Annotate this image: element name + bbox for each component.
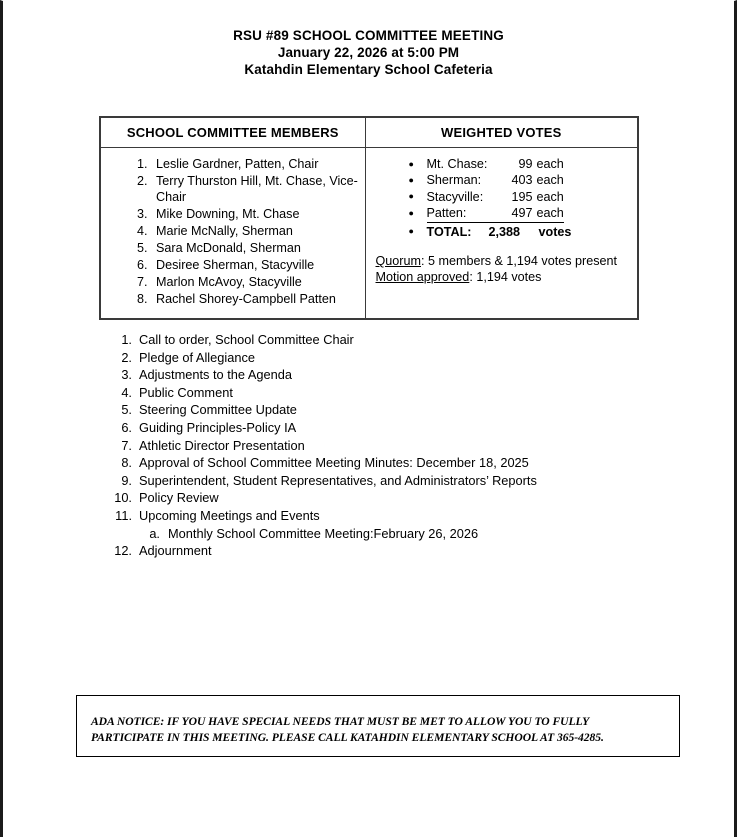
agenda-item xyxy=(106,331,646,349)
weighted-vote-item xyxy=(409,156,632,172)
agenda-list xyxy=(106,331,646,560)
meeting-location: Katahdin Elementary School Cafeteria xyxy=(244,62,493,77)
agenda-item xyxy=(106,419,646,437)
table-body-row xyxy=(100,148,638,319)
vote-town-name: Mt. Chase: xyxy=(426,157,488,171)
agenda-sub-item xyxy=(106,525,646,543)
agenda-item-number: 7. xyxy=(121,437,132,453)
vote-town-name: Patten: xyxy=(426,206,467,221)
table-header-row xyxy=(100,117,638,148)
agenda-item xyxy=(106,542,646,560)
agenda-item-text: Guiding Principles-Policy IA xyxy=(139,419,297,435)
agenda-item-number: a. xyxy=(149,525,160,541)
ada-notice-box xyxy=(76,695,680,757)
agenda-item-text: Upcoming Meetings and Events xyxy=(139,507,320,523)
vote-town-name: Sherman: xyxy=(426,173,482,188)
weighted-vote-item xyxy=(409,205,632,222)
agenda-item xyxy=(106,437,646,455)
vote-unit: each xyxy=(536,189,564,204)
committee-member-item: 3. Mike Downing, Mt. Chase xyxy=(151,206,359,222)
agenda-item xyxy=(106,366,646,384)
agenda-item-text: Superintendent, Student Representatives, and Administrators’ Reports xyxy=(139,472,537,488)
committee-member-item: 8. Rachel Shorey-Campbell Patten xyxy=(151,291,359,307)
agenda-item-text: Adjournment xyxy=(139,543,212,559)
meeting-title: RSU #89 SCHOOL COMMITTEE MEETING xyxy=(233,28,504,43)
agenda-item-number: 2. xyxy=(121,349,132,365)
quorum-line xyxy=(376,253,632,269)
agenda-item xyxy=(106,454,646,472)
members-cell xyxy=(100,148,365,319)
weighted-votes-list xyxy=(372,156,632,240)
agenda-item-number: 11. xyxy=(115,507,132,523)
agenda-item-number: 6. xyxy=(121,419,132,435)
motion-label: Motion approved xyxy=(375,270,470,285)
weighted-vote-total xyxy=(409,224,632,240)
ada-notice-line-2: PARTICIPATE IN THIS MEETING. PLEASE CALL KATAHDIN ELEMENTARY SCHOOL AT 365-4285. xyxy=(91,730,604,744)
agenda-item-text: Public Comment xyxy=(139,384,233,400)
agenda-item xyxy=(106,472,646,490)
vote-row xyxy=(427,190,564,204)
committee-info-table xyxy=(99,116,639,320)
ada-notice-line-1: ADA NOTICE: IF YOU HAVE SPECIAL NEEDS THAT MUST BE MET TO ALLOW YOU TO FULLY xyxy=(91,715,590,728)
agenda-item-text: Adjustments to the Agenda xyxy=(139,367,292,383)
agenda-item-number: 10. xyxy=(114,490,132,506)
agenda-item xyxy=(106,507,646,525)
committee-member-item: 6. Desiree Sherman, Stacyville xyxy=(151,257,359,273)
vote-town-name: Stacyville: xyxy=(426,189,484,204)
motion-value: : 1,194 votes xyxy=(469,270,542,285)
agenda-item-number: 12. xyxy=(114,543,132,559)
agenda-item-text: Approval of School Committee Meeting Minutes: December 18, 2025 xyxy=(139,455,529,471)
ada-notice-text xyxy=(77,696,679,745)
weighted-vote-item xyxy=(409,189,632,205)
committee-member-item: 5. Sara McDonald, Sherman xyxy=(151,240,359,256)
vote-row xyxy=(427,157,564,171)
vote-unit: each xyxy=(536,173,564,188)
vote-unit: each xyxy=(536,157,564,171)
agenda-item-number: 3. xyxy=(121,367,132,383)
quorum-block xyxy=(376,253,632,286)
agenda-item xyxy=(106,401,646,419)
agenda-item-text: Call to order, School Committee Chair xyxy=(139,332,354,347)
agenda-item-number: 9. xyxy=(121,472,132,488)
agenda-item xyxy=(106,384,646,402)
votes-cell xyxy=(365,148,638,319)
vote-count: 195 xyxy=(511,189,533,204)
votes-column-header: WEIGHTED VOTES xyxy=(365,117,638,148)
agenda-item-number: 4. xyxy=(121,384,132,400)
vote-total-count: 2,388 xyxy=(488,224,521,239)
motion-line xyxy=(376,269,632,285)
meeting-datetime: January 22, 2026 at 5:00 PM xyxy=(277,45,460,60)
committee-member-item: 4. Marie McNally, Sherman xyxy=(151,223,359,239)
members-column-header: SCHOOL COMMITTEE MEMBERS xyxy=(100,117,365,148)
agenda-item xyxy=(106,489,646,507)
agenda-item xyxy=(106,349,646,367)
weighted-vote-item xyxy=(409,172,632,188)
vote-row xyxy=(427,205,564,222)
agenda-item-text: Athletic Director Presentation xyxy=(139,437,305,453)
agenda-item-number: 1. xyxy=(121,332,132,347)
vote-count: 403 xyxy=(511,173,533,188)
document-header xyxy=(3,1,734,78)
committee-member-item: 7. Marlon McAvoy, Stacyville xyxy=(151,274,359,290)
quorum-value: : 5 members & 1,194 votes present xyxy=(421,254,618,269)
agenda-item-number: 5. xyxy=(121,402,132,418)
agenda-item-number: 8. xyxy=(121,455,132,471)
committee-members-list xyxy=(107,156,359,307)
agenda-item-text: Steering Committee Update xyxy=(139,402,297,418)
vote-count: 99 xyxy=(518,157,533,171)
agenda-item-text: Policy Review xyxy=(139,490,219,506)
committee-member-item: 1. Leslie Gardner, Patten, Chair xyxy=(151,156,359,172)
vote-total-label: TOTAL: xyxy=(426,224,472,239)
vote-unit: each xyxy=(536,206,564,221)
quorum-label: Quorum xyxy=(375,254,421,269)
agenda-item-text: Monthly School Committee Meeting:February 26, 2026 xyxy=(168,525,479,541)
agenda-item-text: Pledge of Allegiance xyxy=(139,349,255,365)
committee-member-item: 2. Terry Thurston Hill, Mt. Chase, Vice-Chair xyxy=(151,173,359,206)
vote-count: 497 xyxy=(511,206,533,221)
vote-total-unit: votes xyxy=(538,224,572,239)
vote-row xyxy=(427,173,564,187)
